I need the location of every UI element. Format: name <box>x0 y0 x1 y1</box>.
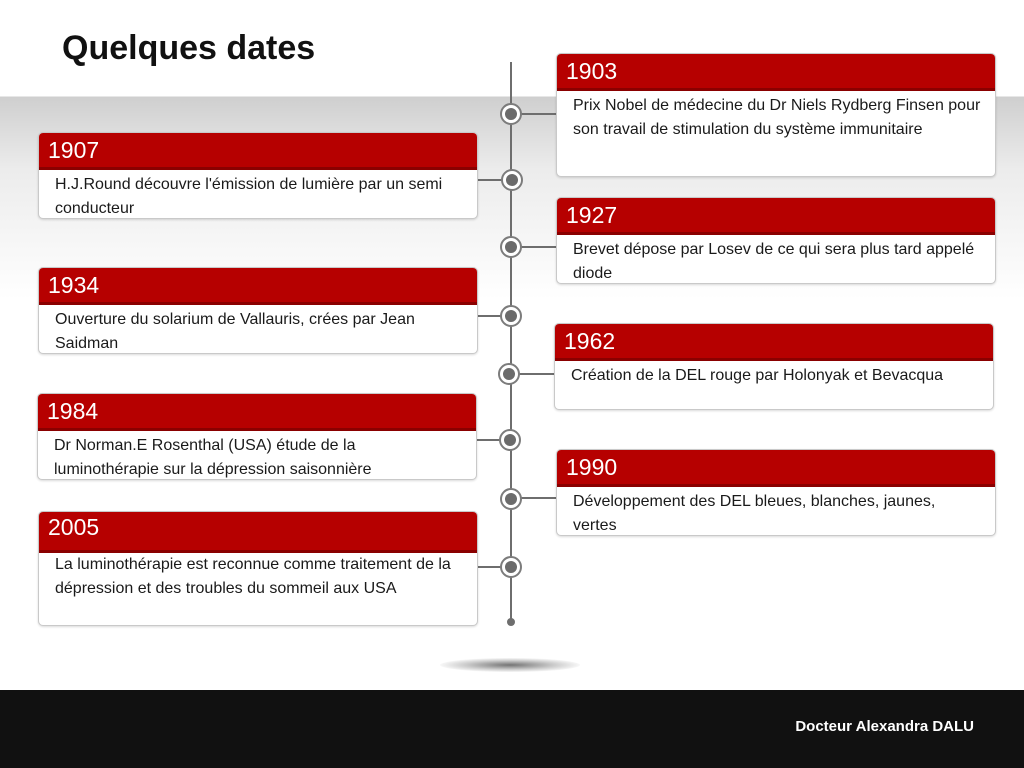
event-year: 1907 <box>39 133 477 170</box>
event-year: 1962 <box>555 324 993 361</box>
event-card-2005 <box>38 511 478 626</box>
timeline-node-1903 <box>500 103 522 125</box>
timeline-node-1990 <box>500 488 522 510</box>
timeline-node-1984 <box>499 429 521 451</box>
timeline-node-1934 <box>500 305 522 327</box>
event-year: 1927 <box>557 198 995 235</box>
event-description: Création de la DEL rouge par Holonyak et Bevacqua <box>571 367 944 384</box>
event-description: La luminothérapie est reconnue comme traitement de la dépression et des troubles du sommeil aux USA <box>55 556 451 597</box>
event-year: 1990 <box>557 450 995 487</box>
event-card-1903 <box>556 53 996 177</box>
page-title: Quelques dates <box>62 29 316 67</box>
timeline-node-1962 <box>498 363 520 385</box>
event-card-1907 <box>38 132 478 219</box>
event-description: Brevet dépose par Losev de ce qui sera plus tard appelé diode <box>573 241 975 282</box>
event-description: Dr Norman.E Rosenthal (USA) étude de la luminothérapie sur la dépression saisonnière <box>54 437 372 478</box>
event-description: H.J.Round découvre l'émission de lumière par un semi conducteur <box>55 176 443 217</box>
event-year: 2005 <box>39 512 477 553</box>
event-description: Prix Nobel de médecine du Dr Niels Rydberg Finsen pour son travail de stimulation du système immunitaire <box>573 97 981 138</box>
timeline-axis-end <box>507 618 515 626</box>
timeline-axis <box>510 62 512 622</box>
timeline-node-2005 <box>500 556 522 578</box>
event-card-1990 <box>556 449 996 536</box>
footer-bar <box>0 690 1024 768</box>
event-card-1984 <box>37 393 477 480</box>
timeline-node-1927 <box>500 236 522 258</box>
event-description: Développement des DEL bleues, blanches, jaunes, vertes <box>573 493 936 534</box>
timeline-node-1907 <box>501 169 523 191</box>
event-card-1962 <box>554 323 994 410</box>
event-year: 1984 <box>38 394 476 431</box>
event-year: 1903 <box>557 54 995 91</box>
event-year: 1934 <box>39 268 477 305</box>
event-description: Ouverture du solarium de Vallauris, crées par Jean Saidman <box>55 311 415 352</box>
author-name: Docteur Alexandra DALU <box>795 718 974 735</box>
event-card-1934 <box>38 267 478 354</box>
base-shadow <box>440 658 580 672</box>
event-card-1927 <box>556 197 996 284</box>
